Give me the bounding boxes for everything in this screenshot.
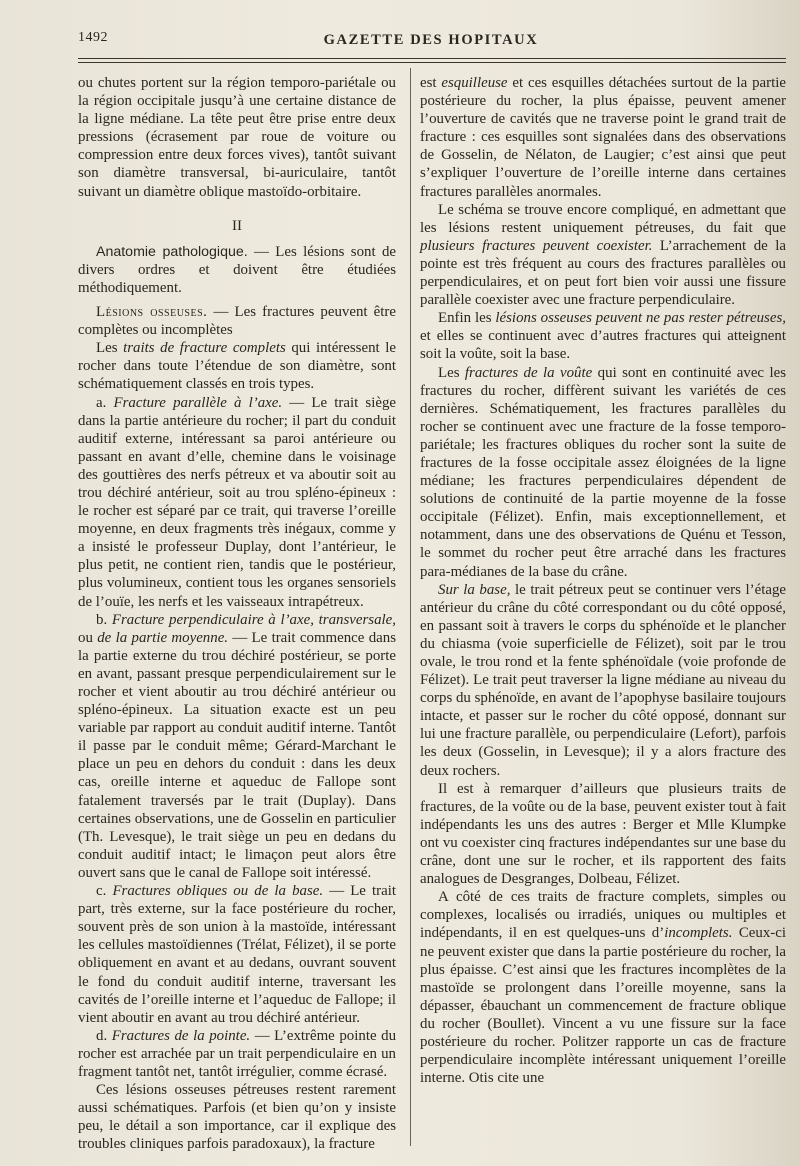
subsection-heading: Lésions osseuses. (96, 304, 208, 321)
paragraph: Anatomie pathologique. — Les lésions sont de divers ordres et doivent être étudiées méthodiquement. (78, 243, 396, 296)
section-number: II (232, 217, 242, 234)
right-column (420, 74, 786, 1087)
paragraph: d. Fractures de la pointe. — L’extrême pointe du rocher est arrachée par un trait perpendiculaire en un fragment tantôt net, tantôt irrégulier, comme écrasé. (78, 1027, 397, 1080)
paragraph: b. Fracture perpendiculaire à l’axe, transversale, ou de la partie moyenne. — Le trait commence dans la partie externe du trou déchiré postérieur, se porte en avant, passant presque perpendiculairement sur le rocher et vient aboutir au trou déchiré antérieur ou spléno-épineux. La situation exacte est un peu variable par rapport au conduit auditif interne. Tantôt il passe par le conduit même; Gérard-Marchant le place un peu en dehors du conduit : dans les deux cas, oreille interne et aqueduc de Fallope sont fatalement traversés par le trait (Duplay). Dans certaines observations, une de Gosselin en particulier (Th. Levesque), le trait siège un peu en dedans du conduit auditif intact; le limaçon peut alors être ouvert sans que le canal de Fallope soit intéressé. (78, 611, 397, 881)
paragraph: A côté de ces traits de fracture complets, simples ou complexes, localisés ou irradiés, uniques ou multiples et indépendants, il en est quelques-uns d’incomplets. Ceux-ci ne peuvent exister que dans la partie postérieure du rocher, la plus épaisse. C’est ainsi que les fractures incomplètes de la mastoïde se prolongent dans l’oreille moyenne, sans la dépasser, ébauchant un commencement de fracture oblique du rocher (Boullet). Vincent a vu une fissure sur la face postérieure du rocher. Politzer rapporte un cas de fracture perpendiculaire incomplète intéressant uniquement l’oreille interne. Otis cite une (420, 889, 786, 1087)
paragraph: Lésions osseuses. — Les fractures peuvent être complètes ou incomplètes (78, 304, 396, 339)
page-header (78, 28, 784, 52)
paragraph: c. Fractures obliques ou de la base. — Le trait part, très externe, sur la face postérieure du rocher, souvent près de son union à la mastoïde, intéressant les cellules mastoïdiennes (Trélat, Félizet), il se porte obliquement en avant et au dedans, ouvrant souvent le fond du conduit auditif interne, traversant les cavités de l’oreille interne et l’aqueduc de Fallope; il vient aboutir en avant au trou déchiré antérieur. (78, 883, 396, 1026)
header-rule-thin (78, 62, 786, 63)
paragraph: Le schéma se trouve encore compliqué, en admettant que les lésions restent uniquement pétreuses, du fait que plusieurs fractures peuvent coexister. L’arrachement de la pointe est très fréquent au cours des fractures parallèles ou perpendiculaires, et on peut fort bien voir aussi une fissure parallèle coexister avec une fracture perpendiculaire. (420, 201, 786, 309)
paragraph: ou chutes portent sur la région temporo-pariétale ou la région occipitale jusqu’à une certaine distance de la ligne médiane. La tête peut être prise entre deux pressions (écrasement par roue de voiture ou compression entre deux forces vives), tantôt suivant son diamètre transversal, bi-auriculaire, tantôt suivant un diamètre oblique mastoïdo-orbitaire. (78, 75, 396, 200)
paragraph: Les fractures de la voûte qui sont en continuité avec les fractures du rocher, diffèrent suivant les variétés de ces dernières. Schématiquement, les fractures parallèles du rocher se continuent avec une fracture de la fosse temporo-pariétale; les fractures obliques du rocher sont la suite de fractures de la fosse occipitale assez éloignées de la ligne médiane; les fractures perpendiculaires dépendent de solutions de continuité de la partie moyenne de la fosse occipitale (Félizet). Enfin, mais exceptionnellement, et notamment, dans une des observations de Quénu et Tesson, le sommet du rocher peut être arraché dans les fractures para-médianes de la base du crâne. (420, 364, 786, 580)
paragraph: Ces lésions osseuses pétreuses restent rarement aussi schématiques. Parfois (et bien qu’on y insiste peu, le détail a son importance, car il explique des troubles cliniques parfois paradoxaux), la fracture (78, 1082, 396, 1153)
paragraph: Les traits de fracture complets qui intéressent le rocher dans toute l’étendue de son diamètre, sont schématiquement classés en trois types. (78, 340, 396, 393)
page-number: 1492 (78, 30, 108, 45)
journal-title: GAZETTE DES HOPITAUX (323, 32, 539, 48)
paragraph: Sur la base, le trait pétreux peut se continuer vers l’étage antérieur du crâne du côté correspondant ou du côté opposé, en passant soit à travers le corps du sphénoïde et le plancher du chiasma (voie superficielle de Félizet), soit par le trou ovale, le trou rond et la fente sphénoïdale (voie profonde de Félizet). Le trait peut traverser la ligne médiane au niveau du corps du sphénoïde, en avant de l’apophyse basilaire toujours intacte, et passer sur le rocher du côté opposé, donnant sur lui une fracture parallèle, ou perpendiculaire (Lefort), parfois les deux (Gosselin, in Levesque); il y a alors fracture des deux rochers. (420, 581, 786, 779)
paragraph: Il est à remarquer d’ailleurs que plusieurs traits de fractures, de la voûte ou de la base, peuvent exister tout à fait indépendants les uns des autres : Berger et Mlle Klumpke ont vu coexister cinq fractures indépendantes sur une base du crâne, dont une sur le rocher, et ils rapportent des faits analogues de Desgranges, Dolbeau, Félizet. (420, 780, 786, 888)
paragraph: est esquilleuse et ces esquilles détachées surtout de la partie postérieure du rocher, la plus épaisse, peuvent amener l’ouverture de cavités que ne traverse point le grand trait de fracture : ces esquilles sont signalées dans des observations de Gosselin, de Nélaton, de Laugier; c’est ainsi que peut s’expliquer l’ouverture de l’oreille interne dans certaines fractures parallèles anormales. (420, 75, 786, 200)
column-divider (410, 68, 411, 1146)
left-column (78, 74, 396, 1153)
paragraph: Enfin les lésions osseuses peuvent ne pas rester pétreuses, et elles se continuent avec d’autres fractures qui atteignent soit la voûte, soit la base. (420, 310, 786, 363)
section-heading: Anatomie pathologique. (96, 243, 248, 260)
header-rule (78, 58, 786, 59)
paragraph: a. Fracture parallèle à l’axe. — Le trait siège dans la partie antérieure du rocher; il part du conduit auditif externe, intéressant sa paroi antérieure ou passant en avant d’elle, chemine dans le voisinage des gouttières des nerfs pétreux et va aboutir soit au trou déchiré antérieur, soit au trou spléno-épineux : le rocher est séparé par ce trait, qui traverse l’oreille moyenne, en deux fragments très inégaux, comme y a insisté le professeur Duplay, dont l’antérieur, le plus petit, ne contient rien, tandis que le postérieur, plus volumineux, contient tous les organes sensoriels de l’ouïe, les nerfs et les vaisseaux intrapétreux. (78, 394, 396, 610)
